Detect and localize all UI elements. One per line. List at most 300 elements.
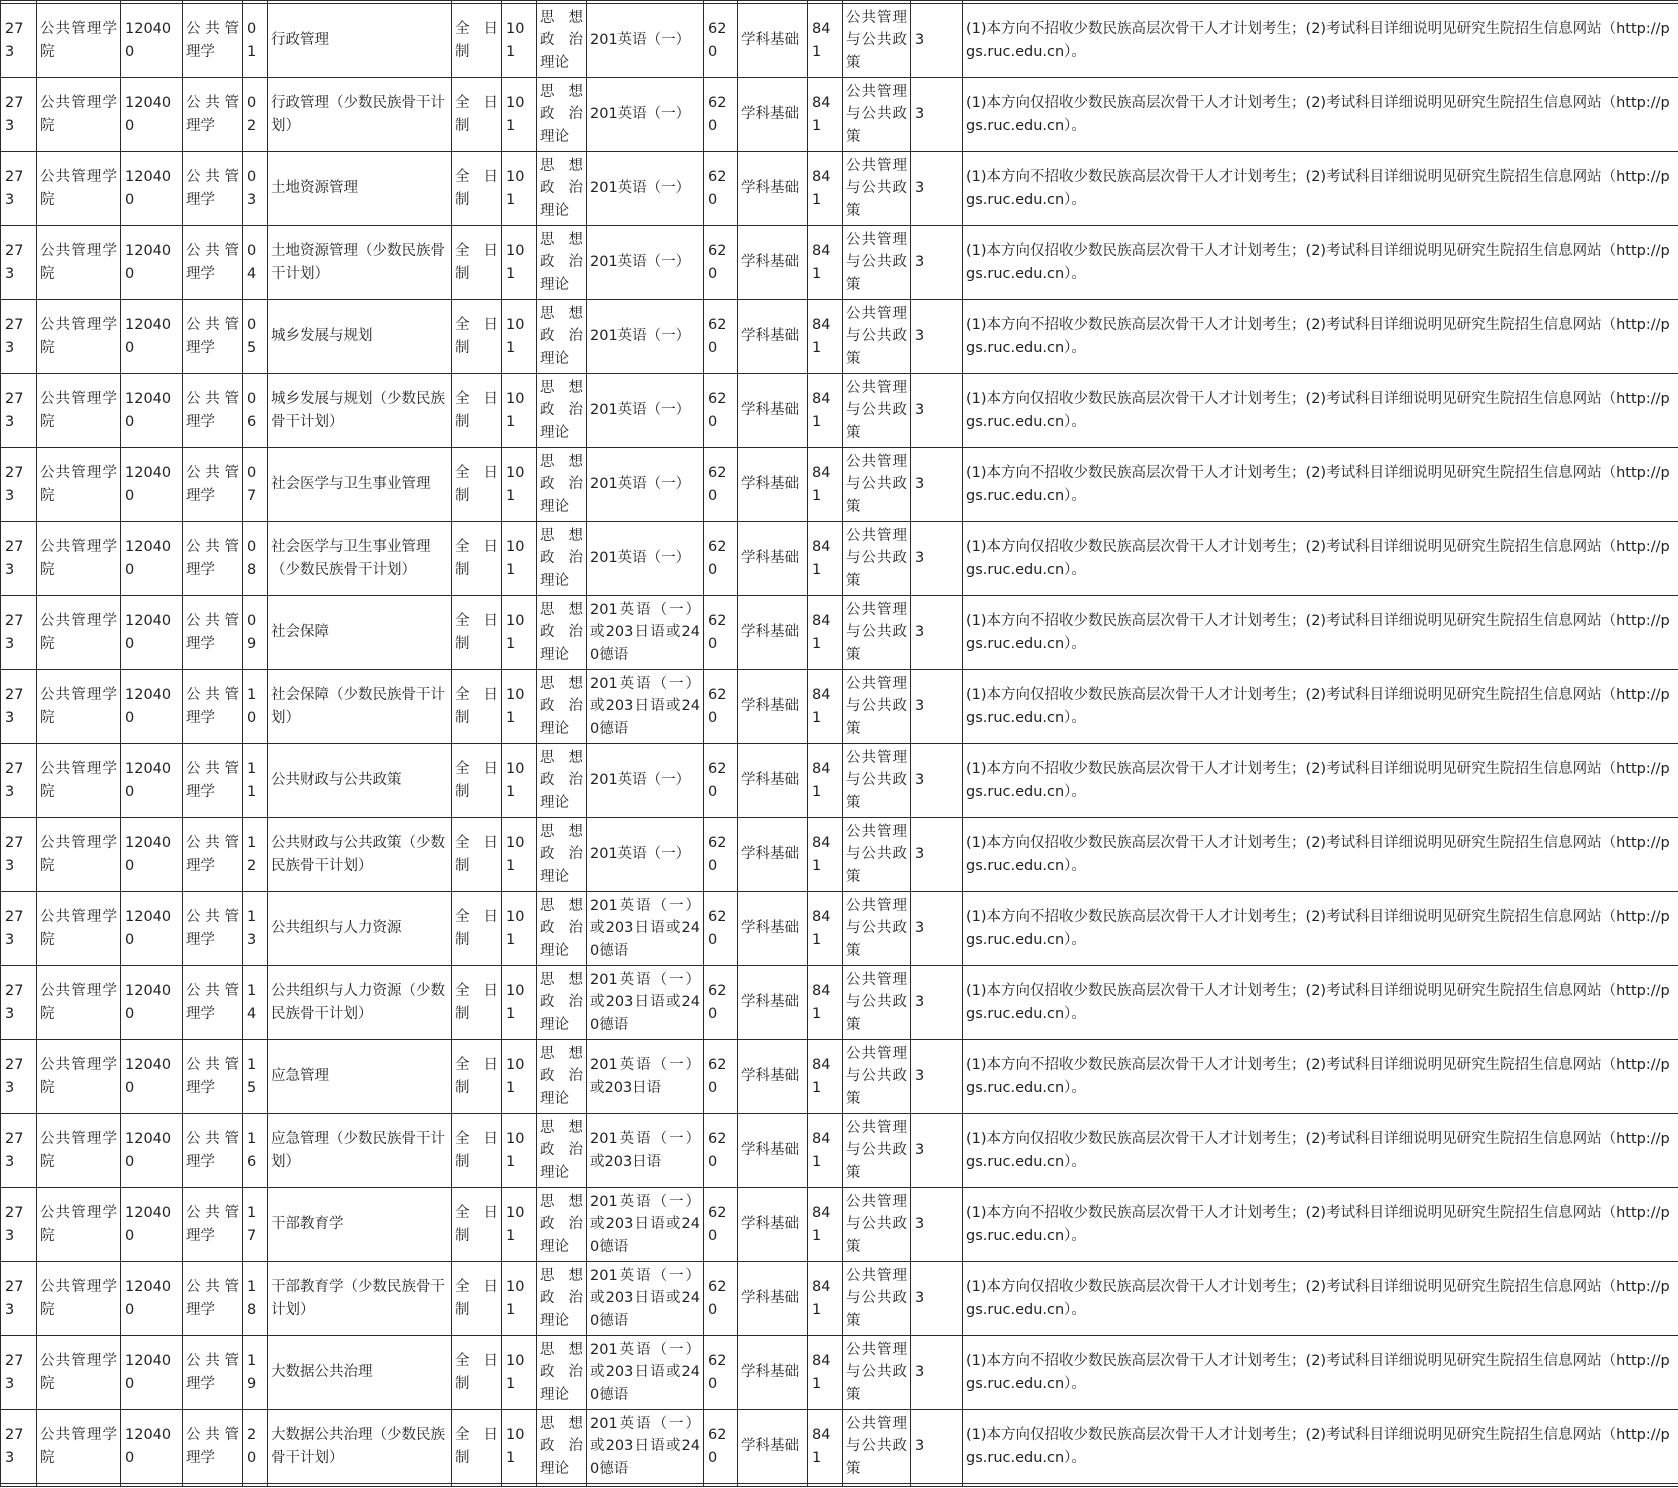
table-row — [1, 744, 1678, 818]
admissions-table-body — [1, 1, 1678, 1487]
table-cell — [808, 1484, 843, 1487]
school-code-cell: 273 — [1, 226, 37, 300]
major-name-cell: 公共管理学 — [183, 152, 243, 226]
study-mode-cell: 全日制 — [452, 1114, 502, 1188]
major-code-cell: 120400 — [121, 818, 183, 892]
politics-subject-cell: 思想政治理论 — [537, 1040, 587, 1114]
study-mode-cell: 全日制 — [452, 966, 502, 1040]
table-row — [1, 1410, 1678, 1484]
direction-name-cell: 社会保障 — [268, 596, 452, 670]
subject2-code-cell: 841 — [808, 374, 843, 448]
politics-code-cell: 101 — [502, 818, 537, 892]
language-subject-cell: 201英语（一） — [587, 744, 704, 818]
direction-code-cell: 05 — [243, 300, 268, 374]
remarks-cell: (1)本方向不招收少数民族高层次骨干人才计划考生；(2)考试科目详细说明见研究生院招生信息网站（http://pgs.ruc.edu.cn）。 — [963, 596, 1678, 670]
politics-code-cell: 101 — [502, 1114, 537, 1188]
major-name-cell: 公共管理学 — [183, 1040, 243, 1114]
subject2-name-cell: 公共管理与公共政策 — [843, 892, 911, 966]
school-name-cell: 公共管理学院 — [37, 78, 121, 152]
direction-code-cell: 12 — [243, 818, 268, 892]
study-mode-cell: 全日制 — [452, 4, 502, 78]
direction-name-cell: 应急管理（少数民族骨干计划） — [268, 1114, 452, 1188]
politics-subject-cell: 思想政治理论 — [537, 1114, 587, 1188]
remarks-cell: (1)本方向不招收少数民族高层次骨干人才计划考生；(2)考试科目详细说明见研究生院招生信息网站（http://pgs.ruc.edu.cn）。 — [963, 1040, 1678, 1114]
major-name-cell: 公共管理学 — [183, 744, 243, 818]
subject2-name-cell: 公共管理与公共政策 — [843, 966, 911, 1040]
quota-cell: 3 — [911, 670, 963, 744]
subject1-name-cell: 学科基础 — [738, 522, 808, 596]
quota-cell: 3 — [911, 4, 963, 78]
subject1-code-cell: 620 — [704, 1262, 738, 1336]
politics-code-cell: 101 — [502, 744, 537, 818]
subject1-code-cell: 620 — [704, 744, 738, 818]
politics-code-cell: 101 — [502, 522, 537, 596]
table-cell — [37, 1484, 121, 1487]
direction-name-cell: 干部教育学（少数民族骨干计划） — [268, 1262, 452, 1336]
subject2-name-cell: 公共管理与公共政策 — [843, 596, 911, 670]
school-name-cell: 公共管理学院 — [37, 892, 121, 966]
major-name-cell: 公共管理学 — [183, 226, 243, 300]
study-mode-cell: 全日制 — [452, 522, 502, 596]
subject2-code-cell: 841 — [808, 1188, 843, 1262]
subject1-name-cell: 学科基础 — [738, 152, 808, 226]
major-name-cell: 公共管理学 — [183, 300, 243, 374]
table-row — [1, 374, 1678, 448]
language-subject-cell: 201英语（一） — [587, 522, 704, 596]
major-code-cell: 120400 — [121, 1262, 183, 1336]
politics-subject-cell: 思想政治理论 — [537, 596, 587, 670]
subject2-name-cell: 公共管理与公共政策 — [843, 4, 911, 78]
politics-code-cell: 101 — [502, 4, 537, 78]
politics-subject-cell: 思想政治理论 — [537, 892, 587, 966]
school-code-cell: 273 — [1, 744, 37, 818]
subject1-name-cell: 学科基础 — [738, 1262, 808, 1336]
major-code-cell: 120400 — [121, 78, 183, 152]
quota-cell: 3 — [911, 892, 963, 966]
subject1-code-cell: 620 — [704, 300, 738, 374]
school-code-cell: 273 — [1, 818, 37, 892]
major-name-cell: 公共管理学 — [183, 1336, 243, 1410]
language-subject-cell: 201英语（一）或203日语或240德语 — [587, 670, 704, 744]
table-row — [1, 892, 1678, 966]
major-name-cell: 公共管理学 — [183, 1262, 243, 1336]
politics-subject-cell: 思想政治理论 — [537, 152, 587, 226]
subject1-name-cell: 学科基础 — [738, 1336, 808, 1410]
politics-code-cell: 101 — [502, 892, 537, 966]
politics-subject-cell: 思想政治理论 — [537, 374, 587, 448]
study-mode-cell: 全日制 — [452, 374, 502, 448]
language-subject-cell: 201英语（一）或203日语或240德语 — [587, 1262, 704, 1336]
study-mode-cell: 全日制 — [452, 1188, 502, 1262]
school-name-cell: 公共管理学院 — [37, 448, 121, 522]
quota-cell: 3 — [911, 966, 963, 1040]
subject1-code-cell: 620 — [704, 966, 738, 1040]
table-row — [1, 596, 1678, 670]
politics-code-cell: 101 — [502, 1040, 537, 1114]
subject1-name-cell: 学科基础 — [738, 300, 808, 374]
table-row-partial — [1, 1484, 1678, 1487]
school-code-cell: 273 — [1, 1114, 37, 1188]
politics-code-cell: 101 — [502, 1188, 537, 1262]
subject1-code-cell: 620 — [704, 522, 738, 596]
politics-subject-cell: 思想政治理论 — [537, 966, 587, 1040]
school-code-cell: 273 — [1, 4, 37, 78]
table-cell — [121, 1484, 183, 1487]
politics-code-cell: 101 — [502, 448, 537, 522]
school-name-cell: 公共管理学院 — [37, 966, 121, 1040]
politics-code-cell: 101 — [502, 78, 537, 152]
subject2-name-cell: 公共管理与公共政策 — [843, 1114, 911, 1188]
table-row — [1, 670, 1678, 744]
major-name-cell: 公共管理学 — [183, 78, 243, 152]
school-code-cell: 273 — [1, 1336, 37, 1410]
direction-code-cell: 13 — [243, 892, 268, 966]
school-name-cell: 公共管理学院 — [37, 1114, 121, 1188]
subject2-code-cell: 841 — [808, 818, 843, 892]
remarks-cell: (1)本方向不招收少数民族高层次骨干人才计划考生；(2)考试科目详细说明见研究生院招生信息网站（http://pgs.ruc.edu.cn）。 — [963, 300, 1678, 374]
school-code-cell: 273 — [1, 1040, 37, 1114]
politics-subject-cell: 思想政治理论 — [537, 1188, 587, 1262]
school-name-cell: 公共管理学院 — [37, 374, 121, 448]
direction-name-cell: 行政管理（少数民族骨干计划） — [268, 78, 452, 152]
school-code-cell: 273 — [1, 596, 37, 670]
direction-code-cell: 17 — [243, 1188, 268, 1262]
subject2-code-cell: 841 — [808, 744, 843, 818]
politics-code-cell: 101 — [502, 1262, 537, 1336]
politics-subject-cell: 思想政治理论 — [537, 226, 587, 300]
subject1-code-cell: 620 — [704, 78, 738, 152]
subject1-name-cell: 学科基础 — [738, 1410, 808, 1484]
table-row — [1, 1188, 1678, 1262]
study-mode-cell: 全日制 — [452, 300, 502, 374]
subject2-name-cell: 公共管理与公共政策 — [843, 78, 911, 152]
politics-code-cell: 101 — [502, 1410, 537, 1484]
politics-subject-cell: 思想政治理论 — [537, 448, 587, 522]
subject2-name-cell: 公共管理与公共政策 — [843, 152, 911, 226]
table-cell — [963, 1484, 1678, 1487]
remarks-cell: (1)本方向不招收少数民族高层次骨干人才计划考生；(2)考试科目详细说明见研究生院招生信息网站（http://pgs.ruc.edu.cn）。 — [963, 1336, 1678, 1410]
quota-cell: 3 — [911, 78, 963, 152]
subject2-name-cell: 公共管理与公共政策 — [843, 1040, 911, 1114]
major-name-cell: 公共管理学 — [183, 966, 243, 1040]
subject1-name-cell: 学科基础 — [738, 966, 808, 1040]
subject1-code-cell: 620 — [704, 4, 738, 78]
subject2-code-cell: 841 — [808, 1040, 843, 1114]
major-code-cell: 120400 — [121, 300, 183, 374]
subject1-code-cell: 620 — [704, 448, 738, 522]
school-name-cell: 公共管理学院 — [37, 1262, 121, 1336]
major-name-cell: 公共管理学 — [183, 596, 243, 670]
subject2-name-cell: 公共管理与公共政策 — [843, 226, 911, 300]
subject1-name-cell: 学科基础 — [738, 596, 808, 670]
school-code-cell: 273 — [1, 152, 37, 226]
major-code-cell: 120400 — [121, 966, 183, 1040]
quota-cell: 3 — [911, 1114, 963, 1188]
direction-code-cell: 15 — [243, 1040, 268, 1114]
table-row — [1, 1336, 1678, 1410]
subject2-name-cell: 公共管理与公共政策 — [843, 448, 911, 522]
major-code-cell: 120400 — [121, 448, 183, 522]
direction-code-cell: 11 — [243, 744, 268, 818]
major-code-cell: 120400 — [121, 522, 183, 596]
language-subject-cell: 201英语（一） — [587, 818, 704, 892]
major-code-cell: 120400 — [121, 596, 183, 670]
study-mode-cell: 全日制 — [452, 1040, 502, 1114]
subject1-name-cell: 学科基础 — [738, 1114, 808, 1188]
school-name-cell: 公共管理学院 — [37, 152, 121, 226]
table-row — [1, 78, 1678, 152]
direction-name-cell: 社会医学与卫生事业管理 — [268, 448, 452, 522]
remarks-cell: (1)本方向仅招收少数民族高层次骨干人才计划考生；(2)考试科目详细说明见研究生院招生信息网站（http://pgs.ruc.edu.cn）。 — [963, 78, 1678, 152]
major-code-cell: 120400 — [121, 152, 183, 226]
table-cell — [183, 1484, 243, 1487]
major-code-cell: 120400 — [121, 226, 183, 300]
study-mode-cell: 全日制 — [452, 152, 502, 226]
politics-code-cell: 101 — [502, 374, 537, 448]
quota-cell: 3 — [911, 818, 963, 892]
school-name-cell: 公共管理学院 — [37, 1410, 121, 1484]
study-mode-cell: 全日制 — [452, 1262, 502, 1336]
politics-subject-cell: 思想政治理论 — [537, 300, 587, 374]
school-name-cell: 公共管理学院 — [37, 522, 121, 596]
direction-code-cell: 03 — [243, 152, 268, 226]
table-row — [1, 4, 1678, 78]
subject1-code-cell: 620 — [704, 1114, 738, 1188]
major-code-cell: 120400 — [121, 744, 183, 818]
table-cell — [843, 1484, 911, 1487]
subject1-code-cell: 620 — [704, 226, 738, 300]
subject2-code-cell: 841 — [808, 226, 843, 300]
table-cell — [738, 1484, 808, 1487]
language-subject-cell: 201英语（一） — [587, 78, 704, 152]
direction-code-cell: 04 — [243, 226, 268, 300]
direction-code-cell: 20 — [243, 1410, 268, 1484]
direction-name-cell: 社会保障（少数民族骨干计划） — [268, 670, 452, 744]
remarks-cell: (1)本方向不招收少数民族高层次骨干人才计划考生；(2)考试科目详细说明见研究生院招生信息网站（http://pgs.ruc.edu.cn）。 — [963, 1188, 1678, 1262]
major-name-cell: 公共管理学 — [183, 448, 243, 522]
language-subject-cell: 201英语（一） — [587, 4, 704, 78]
subject2-name-cell: 公共管理与公共政策 — [843, 300, 911, 374]
subject1-name-cell: 学科基础 — [738, 4, 808, 78]
subject2-code-cell: 841 — [808, 1114, 843, 1188]
politics-subject-cell: 思想政治理论 — [537, 670, 587, 744]
quota-cell: 3 — [911, 1040, 963, 1114]
school-name-cell: 公共管理学院 — [37, 1188, 121, 1262]
direction-name-cell: 城乡发展与规划 — [268, 300, 452, 374]
language-subject-cell: 201英语（一）或203日语 — [587, 1114, 704, 1188]
politics-code-cell: 101 — [502, 1336, 537, 1410]
table-cell — [911, 1484, 963, 1487]
subject2-code-cell: 841 — [808, 1262, 843, 1336]
subject2-code-cell: 841 — [808, 966, 843, 1040]
subject2-code-cell: 841 — [808, 448, 843, 522]
table-cell — [537, 1484, 587, 1487]
language-subject-cell: 201英语（一）或203日语或240德语 — [587, 1410, 704, 1484]
quota-cell: 3 — [911, 1410, 963, 1484]
remarks-cell: (1)本方向仅招收少数民族高层次骨干人才计划考生；(2)考试科目详细说明见研究生院招生信息网站（http://pgs.ruc.edu.cn）。 — [963, 374, 1678, 448]
school-name-cell: 公共管理学院 — [37, 4, 121, 78]
politics-code-cell: 101 — [502, 596, 537, 670]
major-code-cell: 120400 — [121, 1114, 183, 1188]
language-subject-cell: 201英语（一）或203日语或240德语 — [587, 1188, 704, 1262]
major-code-cell: 120400 — [121, 1336, 183, 1410]
subject1-name-cell: 学科基础 — [738, 448, 808, 522]
politics-subject-cell: 思想政治理论 — [537, 1410, 587, 1484]
direction-code-cell: 18 — [243, 1262, 268, 1336]
subject2-name-cell: 公共管理与公共政策 — [843, 1336, 911, 1410]
subject2-code-cell: 841 — [808, 300, 843, 374]
study-mode-cell: 全日制 — [452, 818, 502, 892]
subject2-code-cell: 841 — [808, 1336, 843, 1410]
subject2-name-cell: 公共管理与公共政策 — [843, 670, 911, 744]
direction-code-cell: 16 — [243, 1114, 268, 1188]
subject2-code-cell: 841 — [808, 522, 843, 596]
politics-code-cell: 101 — [502, 966, 537, 1040]
politics-code-cell: 101 — [502, 226, 537, 300]
language-subject-cell: 201英语（一） — [587, 226, 704, 300]
direction-name-cell: 公共财政与公共政策（少数民族骨干计划） — [268, 818, 452, 892]
major-name-cell: 公共管理学 — [183, 1114, 243, 1188]
direction-name-cell: 土地资源管理 — [268, 152, 452, 226]
direction-name-cell: 应急管理 — [268, 1040, 452, 1114]
direction-name-cell: 公共组织与人力资源（少数民族骨干计划） — [268, 966, 452, 1040]
major-code-cell: 120400 — [121, 1410, 183, 1484]
school-code-cell: 273 — [1, 448, 37, 522]
politics-code-cell: 101 — [502, 300, 537, 374]
subject1-name-cell: 学科基础 — [738, 744, 808, 818]
quota-cell: 3 — [911, 226, 963, 300]
table-cell — [243, 1484, 268, 1487]
major-name-cell: 公共管理学 — [183, 670, 243, 744]
quota-cell: 3 — [911, 522, 963, 596]
language-subject-cell: 201英语（一） — [587, 374, 704, 448]
school-name-cell: 公共管理学院 — [37, 596, 121, 670]
politics-code-cell: 101 — [502, 670, 537, 744]
quota-cell: 3 — [911, 1336, 963, 1410]
direction-name-cell: 大数据公共治理 — [268, 1336, 452, 1410]
major-code-cell: 120400 — [121, 374, 183, 448]
remarks-cell: (1)本方向仅招收少数民族高层次骨干人才计划考生；(2)考试科目详细说明见研究生院招生信息网站（http://pgs.ruc.edu.cn）。 — [963, 818, 1678, 892]
direction-name-cell: 土地资源管理（少数民族骨干计划） — [268, 226, 452, 300]
study-mode-cell: 全日制 — [452, 744, 502, 818]
remarks-cell: (1)本方向不招收少数民族高层次骨干人才计划考生；(2)考试科目详细说明见研究生院招生信息网站（http://pgs.ruc.edu.cn）。 — [963, 448, 1678, 522]
major-name-cell: 公共管理学 — [183, 374, 243, 448]
major-code-cell: 120400 — [121, 1040, 183, 1114]
direction-name-cell: 社会医学与卫生事业管理（少数民族骨干计划） — [268, 522, 452, 596]
quota-cell: 3 — [911, 1188, 963, 1262]
school-code-cell: 273 — [1, 78, 37, 152]
subject1-name-cell: 学科基础 — [738, 226, 808, 300]
quota-cell: 3 — [911, 152, 963, 226]
subject1-name-cell: 学科基础 — [738, 78, 808, 152]
major-code-cell: 120400 — [121, 670, 183, 744]
remarks-cell: (1)本方向仅招收少数民族高层次骨干人才计划考生；(2)考试科目详细说明见研究生院招生信息网站（http://pgs.ruc.edu.cn）。 — [963, 1262, 1678, 1336]
study-mode-cell: 全日制 — [452, 596, 502, 670]
school-name-cell: 公共管理学院 — [37, 1336, 121, 1410]
major-name-cell: 公共管理学 — [183, 522, 243, 596]
remarks-cell: (1)本方向不招收少数民族高层次骨干人才计划考生；(2)考试科目详细说明见研究生院招生信息网站（http://pgs.ruc.edu.cn）。 — [963, 744, 1678, 818]
remarks-cell: (1)本方向仅招收少数民族高层次骨干人才计划考生；(2)考试科目详细说明见研究生院招生信息网站（http://pgs.ruc.edu.cn）。 — [963, 1114, 1678, 1188]
study-mode-cell: 全日制 — [452, 78, 502, 152]
major-name-cell: 公共管理学 — [183, 892, 243, 966]
table-row — [1, 522, 1678, 596]
remarks-cell: (1)本方向仅招收少数民族高层次骨干人才计划考生；(2)考试科目详细说明见研究生院招生信息网站（http://pgs.ruc.edu.cn）。 — [963, 966, 1678, 1040]
table-row — [1, 300, 1678, 374]
language-subject-cell: 201英语（一）或203日语或240德语 — [587, 892, 704, 966]
politics-subject-cell: 思想政治理论 — [537, 1262, 587, 1336]
politics-code-cell: 101 — [502, 152, 537, 226]
politics-subject-cell: 思想政治理论 — [537, 4, 587, 78]
major-name-cell: 公共管理学 — [183, 1410, 243, 1484]
school-code-cell: 273 — [1, 300, 37, 374]
table-cell — [1, 1484, 37, 1487]
language-subject-cell: 201英语（一）或203日语或240德语 — [587, 1336, 704, 1410]
language-subject-cell: 201英语（一）或203日语 — [587, 1040, 704, 1114]
direction-code-cell: 02 — [243, 78, 268, 152]
school-code-cell: 273 — [1, 374, 37, 448]
major-code-cell: 120400 — [121, 892, 183, 966]
remarks-cell: (1)本方向仅招收少数民族高层次骨干人才计划考生；(2)考试科目详细说明见研究生院招生信息网站（http://pgs.ruc.edu.cn）。 — [963, 522, 1678, 596]
subject2-code-cell: 841 — [808, 596, 843, 670]
language-subject-cell: 201英语（一）或203日语或240德语 — [587, 966, 704, 1040]
subject2-code-cell: 841 — [808, 152, 843, 226]
major-code-cell: 120400 — [121, 4, 183, 78]
school-name-cell: 公共管理学院 — [37, 226, 121, 300]
school-code-cell: 273 — [1, 670, 37, 744]
direction-code-cell: 06 — [243, 374, 268, 448]
subject1-code-cell: 620 — [704, 892, 738, 966]
subject1-name-cell: 学科基础 — [738, 1188, 808, 1262]
major-name-cell: 公共管理学 — [183, 818, 243, 892]
quota-cell: 3 — [911, 448, 963, 522]
school-code-cell: 273 — [1, 1188, 37, 1262]
table-cell — [502, 1484, 537, 1487]
table-row — [1, 226, 1678, 300]
school-name-cell: 公共管理学院 — [37, 670, 121, 744]
direction-name-cell: 城乡发展与规划（少数民族骨干计划） — [268, 374, 452, 448]
politics-subject-cell: 思想政治理论 — [537, 78, 587, 152]
subject2-code-cell: 841 — [808, 78, 843, 152]
school-name-cell: 公共管理学院 — [37, 818, 121, 892]
politics-subject-cell: 思想政治理论 — [537, 744, 587, 818]
subject2-name-cell: 公共管理与公共政策 — [843, 522, 911, 596]
subject2-name-cell: 公共管理与公共政策 — [843, 1188, 911, 1262]
direction-code-cell: 19 — [243, 1336, 268, 1410]
table-row — [1, 1114, 1678, 1188]
major-name-cell: 公共管理学 — [183, 1188, 243, 1262]
remarks-cell: (1)本方向不招收少数民族高层次骨干人才计划考生；(2)考试科目详细说明见研究生院招生信息网站（http://pgs.ruc.edu.cn）。 — [963, 4, 1678, 78]
subject1-name-cell: 学科基础 — [738, 670, 808, 744]
table-row — [1, 966, 1678, 1040]
remarks-cell: (1)本方向仅招收少数民族高层次骨干人才计划考生；(2)考试科目详细说明见研究生院招生信息网站（http://pgs.ruc.edu.cn）。 — [963, 670, 1678, 744]
school-name-cell: 公共管理学院 — [37, 1040, 121, 1114]
direction-code-cell: 01 — [243, 4, 268, 78]
direction-code-cell: 10 — [243, 670, 268, 744]
subject2-name-cell: 公共管理与公共政策 — [843, 818, 911, 892]
subject2-code-cell: 841 — [808, 1410, 843, 1484]
table-row — [1, 1040, 1678, 1114]
table-row — [1, 818, 1678, 892]
language-subject-cell: 201英语（一） — [587, 300, 704, 374]
direction-code-cell: 09 — [243, 596, 268, 670]
language-subject-cell: 201英语（一）或203日语或240德语 — [587, 596, 704, 670]
direction-code-cell: 14 — [243, 966, 268, 1040]
school-code-cell: 273 — [1, 892, 37, 966]
table-cell — [587, 1484, 704, 1487]
direction-name-cell: 公共财政与公共政策 — [268, 744, 452, 818]
major-code-cell: 120400 — [121, 1188, 183, 1262]
school-name-cell: 公共管理学院 — [37, 744, 121, 818]
